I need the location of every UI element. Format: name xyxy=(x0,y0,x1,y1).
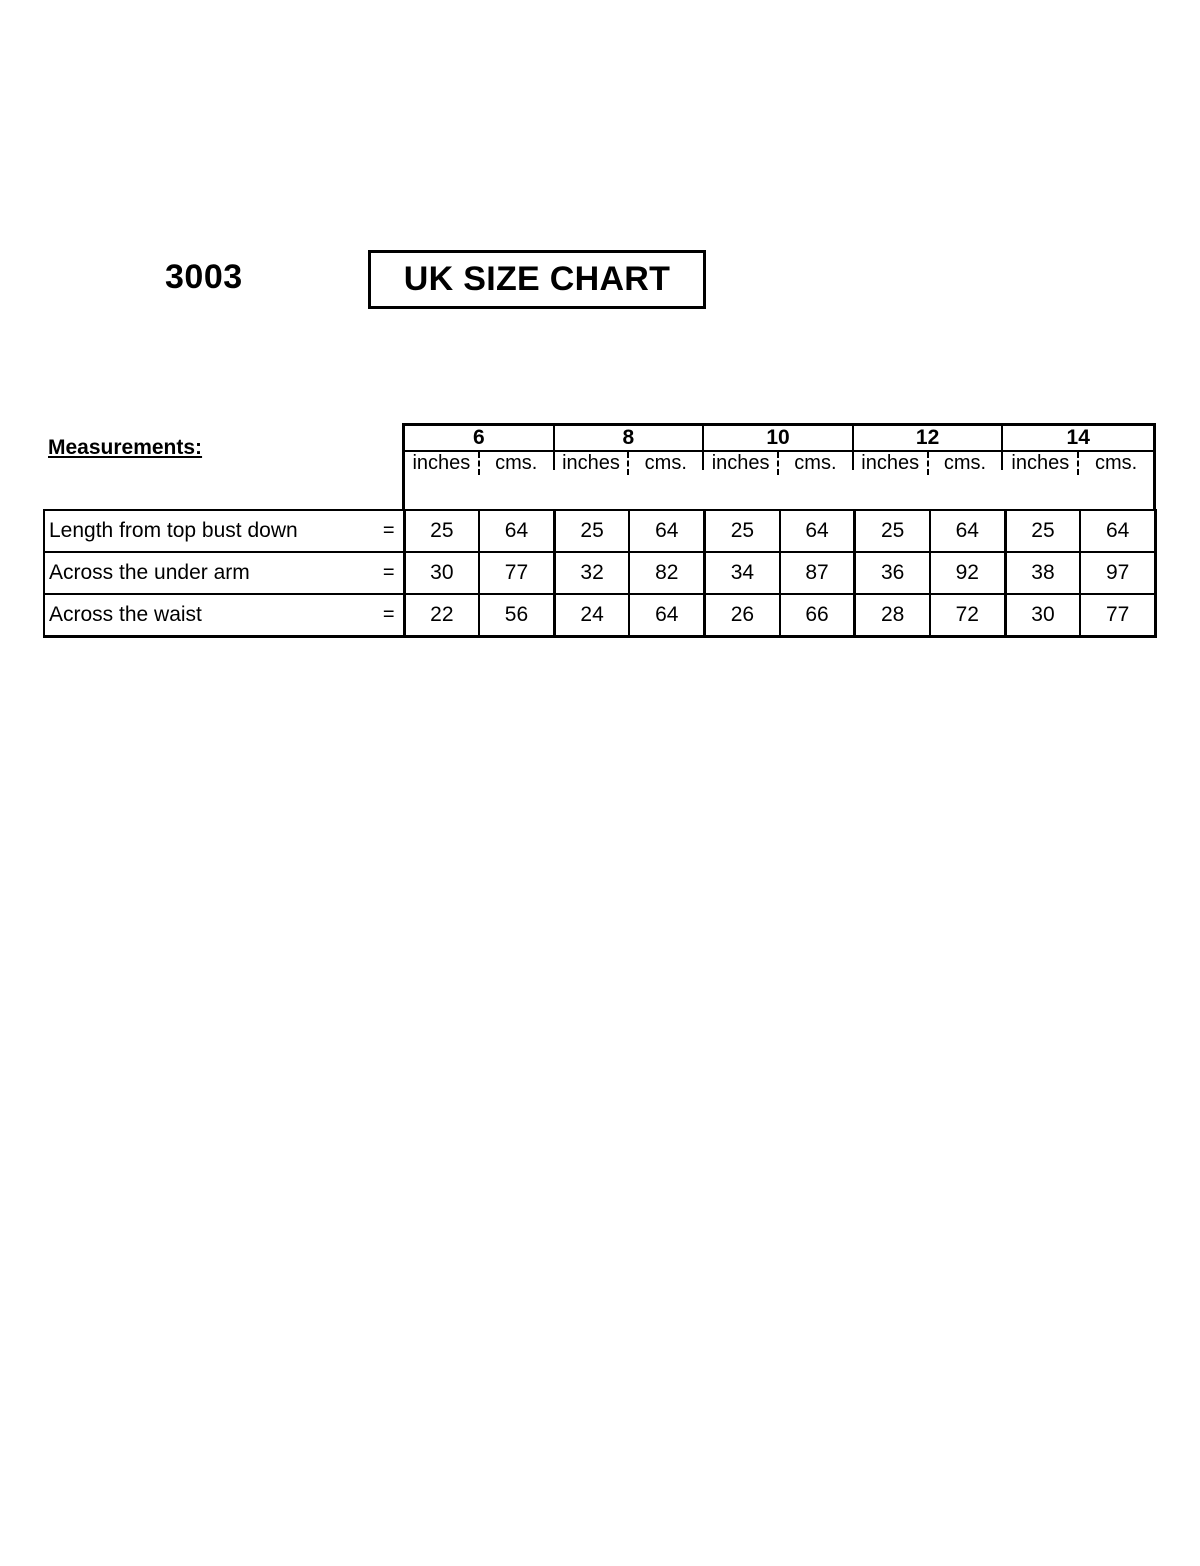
size-group-6 xyxy=(405,426,555,474)
size-header xyxy=(402,423,1156,511)
size-label: 14 xyxy=(1003,426,1153,452)
value-cell: 38 xyxy=(1005,552,1080,594)
value-cell: 66 xyxy=(780,594,855,637)
value-cell: 87 xyxy=(780,552,855,594)
value-cell: 56 xyxy=(479,594,554,637)
product-code: 3003 xyxy=(165,258,243,296)
value-cell: 64 xyxy=(930,510,1005,552)
value-cell: 30 xyxy=(404,552,479,594)
size-label: 10 xyxy=(704,426,852,452)
value-cell: 97 xyxy=(1080,552,1155,594)
size-group-8 xyxy=(555,426,705,474)
value-cell: 72 xyxy=(930,594,1005,637)
value-cell: 64 xyxy=(479,510,554,552)
table-row xyxy=(44,552,1156,594)
unit-cms: cms. xyxy=(794,452,837,474)
size-label: 12 xyxy=(854,426,1002,452)
unit-cms: cms. xyxy=(495,452,538,474)
title-box xyxy=(368,250,706,309)
size-label: 6 xyxy=(405,426,553,452)
row-label-cell xyxy=(44,510,404,552)
unit-cms: cms. xyxy=(644,452,687,474)
value-cell: 25 xyxy=(404,510,479,552)
value-cell: 64 xyxy=(629,510,704,552)
value-cell: 30 xyxy=(1005,594,1080,637)
equals-sign: = xyxy=(382,519,395,542)
unit-inches: inches xyxy=(704,452,779,475)
page-title: UK SIZE CHART xyxy=(403,260,671,298)
row-label-cell xyxy=(44,594,404,637)
value-cell: 22 xyxy=(404,594,479,637)
value-cell: 34 xyxy=(705,552,780,594)
value-cell: 25 xyxy=(705,510,780,552)
unit-inches: inches xyxy=(854,452,929,475)
value-cell: 64 xyxy=(780,510,855,552)
unit-cms: cms. xyxy=(943,452,987,474)
value-cell: 25 xyxy=(1005,510,1080,552)
unit-cms: cms. xyxy=(1095,452,1138,474)
value-cell: 92 xyxy=(930,552,1005,594)
equals-sign: = xyxy=(382,561,395,584)
size-group-14 xyxy=(1003,426,1153,474)
row-label-cell xyxy=(44,552,404,594)
unit-inches: inches xyxy=(1003,452,1079,475)
value-cell: 32 xyxy=(554,552,629,594)
unit-inches: inches xyxy=(555,452,630,475)
equals-sign: = xyxy=(382,603,395,626)
value-cell: 77 xyxy=(1080,594,1155,637)
value-cell: 25 xyxy=(855,510,930,552)
size-group-10 xyxy=(704,426,854,474)
row-label: Across the under arm xyxy=(49,561,250,584)
value-cell: 26 xyxy=(705,594,780,637)
table-row xyxy=(44,594,1156,637)
value-cell: 64 xyxy=(1080,510,1155,552)
value-cell: 24 xyxy=(554,594,629,637)
row-label: Across the waist xyxy=(49,603,202,626)
table-row xyxy=(44,510,1156,552)
value-cell: 82 xyxy=(629,552,704,594)
value-cell: 64 xyxy=(629,594,704,637)
unit-inches: inches xyxy=(405,452,480,475)
size-group-12 xyxy=(854,426,1004,474)
size-table xyxy=(43,509,1157,638)
size-label: 8 xyxy=(555,426,703,452)
value-cell: 28 xyxy=(855,594,930,637)
value-cell: 36 xyxy=(855,552,930,594)
measurements-label: Measurements: xyxy=(48,436,203,459)
value-cell: 77 xyxy=(479,552,554,594)
value-cell: 25 xyxy=(554,510,629,552)
row-label: Length from top bust down xyxy=(49,519,298,542)
